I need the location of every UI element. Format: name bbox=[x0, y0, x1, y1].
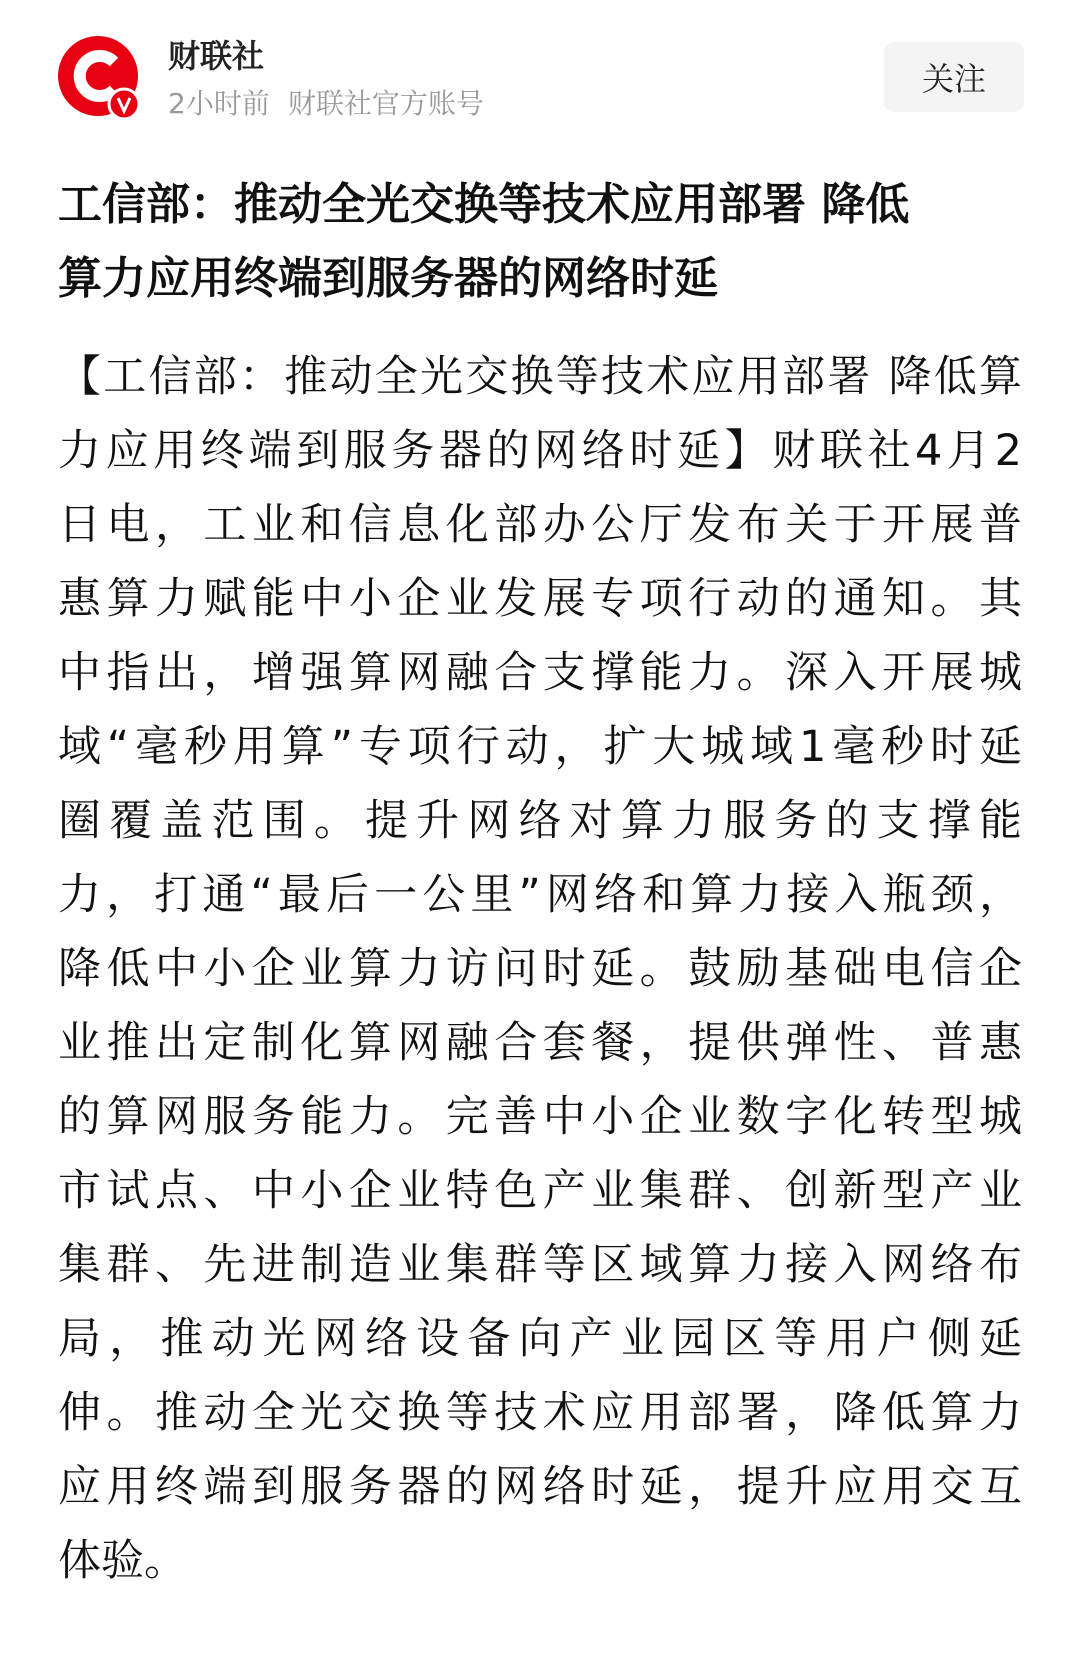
body-line: 【工信部：推动全光交换等技术应用部署 降低算 bbox=[58, 352, 1022, 402]
body-line: 体验。 bbox=[58, 1536, 187, 1586]
body-line: 应用终端到服务器的网络时延，提升应用交互 bbox=[58, 1462, 1022, 1512]
body-line: 局，推动光网络设备向产业园区等用户侧延 bbox=[58, 1314, 1022, 1364]
body-line: 力，打通“最后一公里”网络和算力接入瓶颈， bbox=[58, 870, 1022, 920]
verified-badge-icon bbox=[109, 89, 139, 119]
post-time: 2小时前 bbox=[168, 87, 270, 120]
body-line: 日电，工业和信息化部办公厅发布关于开展普 bbox=[58, 500, 1022, 550]
post-meta bbox=[168, 86, 502, 122]
body-line: 圈覆盖范围。提升网络对算力服务的支撑能 bbox=[58, 796, 1022, 846]
body-line: 惠算力赋能中小企业发展专项行动的通知。其 bbox=[58, 574, 1022, 624]
account-name[interactable]: 财联社 bbox=[168, 37, 265, 75]
body-line: 市试点、中小企业特色产业集群、创新型产业 bbox=[58, 1166, 1022, 1216]
body-line: 中指出，增强算网融合支撑能力。深入开展城 bbox=[58, 648, 1022, 698]
account-description: 财联社官方账号 bbox=[287, 87, 484, 120]
body-line: 降低中小企业算力访问时延。鼓励基础电信企 bbox=[58, 944, 1022, 994]
title-line: 算力应用终端到服务器的网络时延 bbox=[58, 253, 718, 304]
body-line: 的算网服务能力。完善中小企业数字化转型城 bbox=[58, 1092, 1022, 1142]
account-avatar-logo[interactable] bbox=[56, 34, 144, 122]
body-line: 力应用终端到服务器的网络时延】财联社4月2 bbox=[58, 426, 1022, 476]
title-line: 工信部：推动全光交换等技术应用部署 降低 bbox=[58, 179, 910, 230]
follow-button[interactable]: 关注 bbox=[884, 42, 1024, 112]
body-line: 集群、先进制造业集群等区域算力接入网络布 bbox=[58, 1240, 1022, 1290]
body-line: 域“毫秒用算”专项行动，扩大城域1毫秒时延 bbox=[58, 722, 1022, 772]
body-line: 伸。推动全光交换等技术应用部署，降低算力 bbox=[58, 1388, 1022, 1438]
article-title bbox=[58, 168, 1018, 316]
article-body bbox=[58, 340, 1022, 1598]
body-line: 业推出定制化算网融合套餐，提供弹性、普惠 bbox=[58, 1018, 1022, 1068]
